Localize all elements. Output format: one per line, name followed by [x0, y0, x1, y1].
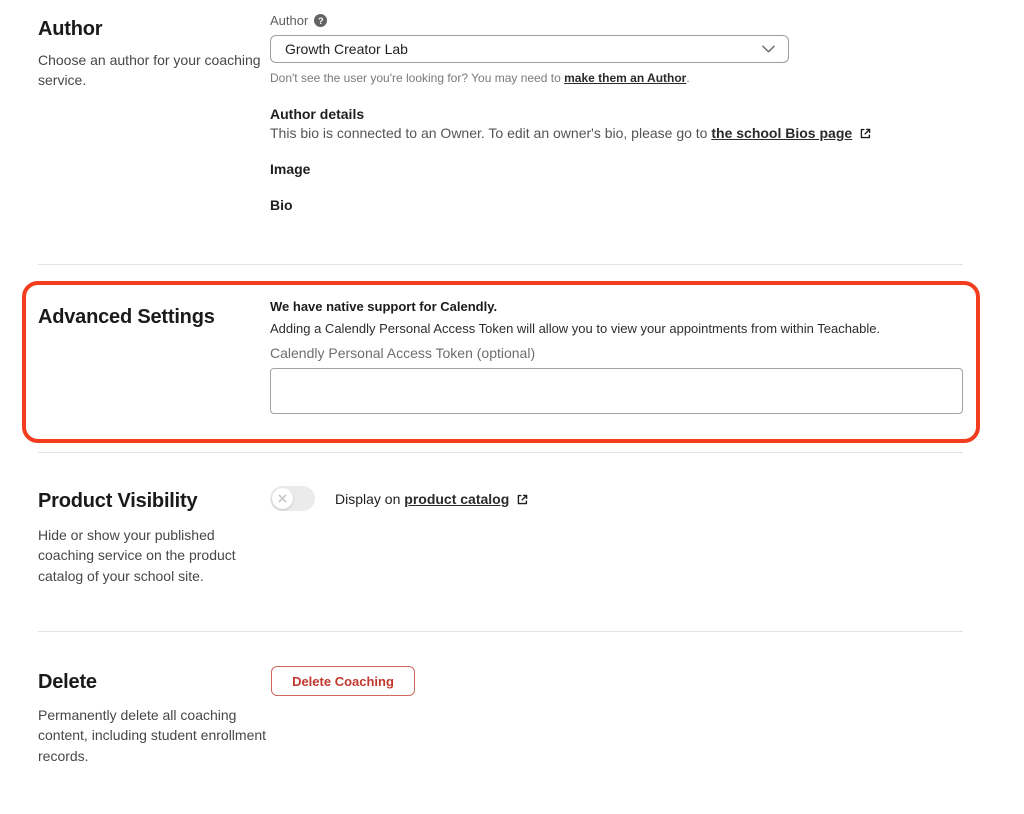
calendly-intro-body: Adding a Calendly Personal Access Token will allow you to view your appointments from within Teachable.: [270, 321, 881, 336]
author-field-label-row: [270, 13, 327, 28]
external-link-icon[interactable]: [859, 127, 872, 140]
author-details-text: [270, 125, 872, 141]
author-helper-text: [270, 71, 690, 85]
image-label: Image: [270, 161, 311, 177]
author-select-value: Growth Creator Lab: [285, 41, 408, 57]
divider: [38, 264, 963, 265]
calendly-token-input[interactable]: [270, 368, 963, 414]
x-icon: [278, 494, 287, 503]
delete-heading: Delete: [38, 671, 97, 693]
product-catalog-link[interactable]: product catalog: [404, 491, 510, 507]
author-select[interactable]: [270, 35, 789, 63]
delete-coaching-button[interactable]: Delete Coaching: [271, 666, 415, 696]
toggle-label: [335, 491, 529, 507]
calendly-intro-bold: We have native support for Calendly.: [270, 299, 498, 314]
divider: [38, 452, 963, 453]
token-input-label: Calendly Personal Access Token (optional): [270, 345, 536, 361]
helper-prefix: Don't see the user you're looking for? You may need to: [270, 71, 565, 85]
chevron-down-icon: [762, 45, 775, 53]
toggle-label-prefix: Display on: [335, 491, 405, 507]
advanced-settings-heading: Advanced Settings: [38, 306, 215, 328]
product-catalog-toggle[interactable]: [270, 486, 315, 511]
author-heading: Author: [38, 18, 103, 40]
author-description: Choose an author for your coaching service.: [38, 52, 261, 89]
details-prefix: This bio is connected to an Owner. To edit an owner's bio, please go to: [270, 125, 712, 141]
help-icon[interactable]: ?: [314, 14, 327, 27]
delete-description: Permanently delete all coaching content, including student enrollment records.: [38, 707, 267, 764]
author-section-left: [38, 18, 270, 91]
helper-suffix: .: [686, 71, 690, 85]
visibility-section-left: [38, 490, 274, 586]
product-visibility-heading: Product Visibility: [38, 490, 198, 512]
make-them-author-link[interactable]: make them an Author: [564, 71, 687, 85]
toggle-knob: [272, 488, 293, 509]
bio-label: Bio: [270, 197, 293, 213]
visibility-description: Hide or show your published coaching service on the product catalog of your school site.: [38, 527, 236, 584]
delete-section-left: [38, 671, 274, 766]
external-link-icon[interactable]: [516, 493, 529, 506]
author-field-label: Author: [270, 13, 309, 28]
school-bios-link[interactable]: the school Bios page: [711, 125, 853, 141]
divider: [38, 631, 963, 632]
author-details-heading: Author details: [270, 106, 365, 122]
